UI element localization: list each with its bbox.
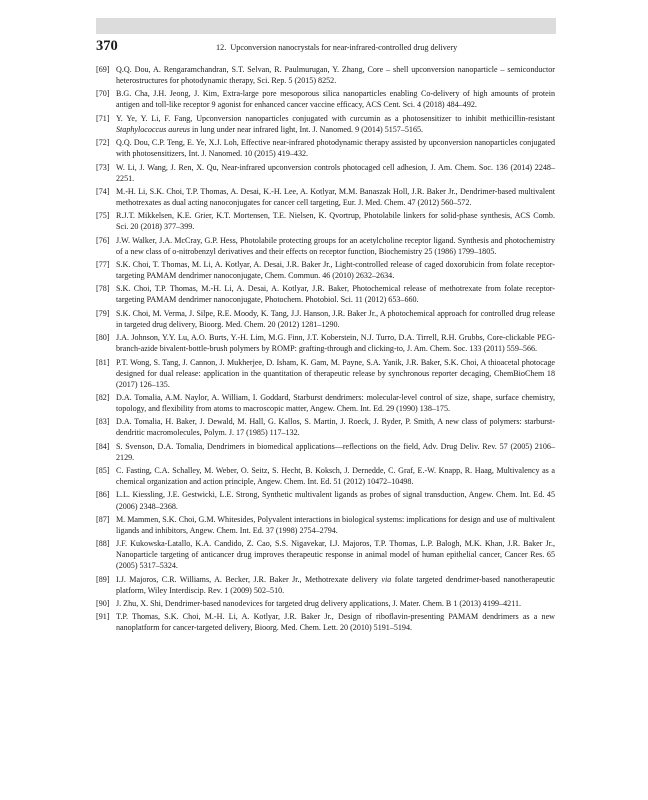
reference-text-part: Y. Ye, Y. Li, F. Fang, Upconversion nanoparticles conjugated with curcumin as a photosensitizer to inhibit methicillin-resistant [116, 113, 555, 123]
reference-83 [96, 416, 555, 438]
reference-number: [82] [96, 392, 110, 402]
reference-73 [96, 162, 555, 184]
reference-number: [83] [96, 417, 110, 427]
reference-74 [96, 186, 555, 208]
reference-text: M.-H. Li, S.K. Choi, T.P. Thomas, A. Desai, K.-H. Lee, A. Kotlyar, M.M. Banaszak Holl, J.R. Baker Jr., Dendrimer-based multivalent methotrexates as dual acting nanoconjugates for cancer cell targeting, Eur. J. Med. Chem. 47 (2012) 560–572. [116, 186, 555, 207]
reference-89 [96, 574, 555, 596]
reference-text: B.G. Cha, J.H. Jeong, J. Kim, Extra-large pore mesoporous silica nanoparticles enabling Co-delivery of high amounts of protein antigen and toll-like receptor 9 agonist for enhanced cancer vaccine efficacy, ACS Cent. Sci. 4 (2018) 484–492. [116, 89, 555, 110]
reference-text [116, 113, 555, 135]
reference-text: W. Li, J. Wang, J. Ren, X. Qu, Near-infrared upconversion controls photocaged cell adhesion, J. Am. Chem. Soc. 136 (2014) 2248–2251. [116, 162, 555, 183]
reference-number: [88] [96, 539, 110, 549]
reference-78 [96, 283, 555, 305]
reference-75 [96, 210, 555, 232]
reference-number: [74] [96, 186, 110, 196]
reference-82 [96, 392, 555, 414]
reference-italic-species: Staphylococcus aureus [116, 124, 190, 134]
reference-90 [96, 598, 555, 609]
reference-text: C. Fasting, C.A. Schalley, M. Weber, O. Seitz, S. Hecht, B. Koksch, J. Dernedde, C. Graf, E.-W. Knapp, R. Haag, Multivalency as a chemical organization and action principle, Angew. Chem. Int. Ed. 51 (2012) 10472–10498. [116, 466, 555, 487]
reference-81 [96, 357, 555, 390]
chapter-title: 12. Upconversion nanocrystals for near-infrared-controlled drug delivery [216, 43, 458, 52]
reference-text: S.K. Choi, T.P. Thomas, M.-H. Li, A. Desai, A. Kotlyar, J.R. Baker, Photochemical release of methotrexate from folate receptor-targeting PAMAM dendrimer nanoconjugate, Photochem. Photobiol. Sci. 11 (2012) 653–660. [116, 284, 555, 305]
reference-85 [96, 465, 555, 487]
header-bar [96, 18, 556, 34]
reference-71 [96, 113, 555, 135]
reference-text: P.T. Wong, S. Tang, J. Cannon, J. Mukherjee, D. Isham, K. Gam, M. Payne, S.A. Yanik, J.R. Baker, S.K. Choi, A thioacetal photocage designed for dual release: application in the quantitation of therapeutic release by synchronous reporter decaging, ChemBioChem 18 (2017) 126–135. [116, 357, 555, 389]
reference-list [96, 64, 555, 636]
reference-number: [75] [96, 211, 110, 221]
reference-text-part: folate targeted dendrimer-based nanotherapeutic platform, Wiley Interdiscip. Rev. 1 (2009) 502–510. [116, 574, 555, 595]
reference-text: Q.Q. Dou, A. Rengaramchandran, S.T. Selvan, R. Paulmurugan, Y. Zhang, Core – shell upconversion nanoparticle – semiconductor heterostructures for photodynamic therapy, Sci. Rep. 5 (2015) 8252. [116, 65, 555, 86]
reference-79 [96, 308, 555, 330]
reference-text: T.P. Thomas, S.K. Choi, M.-H. Li, A. Kotlyar, J.R. Baker Jr., Design of riboflavin-presenting PAMAM dendrimers as a new nanoplatform for cancer-targeted delivery, Bioorg. Med. Chem. Lett. 20 (2010) 5191–5194. [116, 612, 555, 633]
reference-number: [69] [96, 65, 110, 74]
reference-text-part: in lung under near infrared light, Int. J. Nanomed. 9 (2014) 5157–5165. [189, 124, 424, 134]
reference-text: J.A. Johnson, Y.Y. Lu, A.O. Burts, Y.-H. Lim, M.G. Finn, J.T. Koberstein, N.J. Turro, D.A. Tirrell, R.H. Grubbs, Core-clickable PEG-branch-azide bivalent-bottle-brush polymers by ROMP: grafting-through and clicking-to, J. Am. Chem. Soc. 133 (2011) 559–566. [116, 333, 555, 354]
reference-76 [96, 235, 555, 257]
reference-number: [73] [96, 162, 110, 172]
reference-number: [70] [96, 89, 110, 99]
reference-text: D.A. Tomalia, H. Baker, J. Dewald, M. Hall, G. Kallos, S. Martin, J. Roeck, J. Ryder, P. Smith, A new class of polymers: starburst-dendritic macromolecules, Polym. J. 17 (1985) 117–132. [116, 417, 555, 438]
reference-91 [96, 611, 555, 633]
reference-text: J. Zhu, X. Shi, Dendrimer-based nanodevices for targeted drug delivery applications, J. Mater. Chem. B 1 (2013) 4199–4211. [116, 599, 522, 609]
reference-number: [76] [96, 235, 110, 245]
reference-text: J.W. Walker, J.A. McCray, G.P. Hess, Photolabile protecting groups for an acetylcholine receptor ligand. Synthesis and photochemistry of a new class of o-nitrobenzyl derivatives and their effects on receptor function, Biochemistry 25 (1986) 1799–1805. [116, 235, 555, 256]
reference-number: [77] [96, 260, 110, 269]
reference-84 [96, 441, 555, 463]
reference-number: [71] [96, 113, 110, 123]
reference-number: [78] [96, 284, 110, 294]
reference-text: J.F. Kukowska-Latallo, K.A. Candido, Z. Cao, S.S. Nigavekar, I.J. Majoros, T.P. Thomas, L.P. Balogh, M.K. Khan, J.R. Baker Jr., Nanoparticle targeting of anticancer drug improves therapeutic response in animal model of human epithelial cancer, Cancer Res. 65 (2005) 5317–5324. [116, 539, 555, 571]
reference-text: R.J.T. Mikkelsen, K.E. Grier, K.T. Mortensen, T.E. Nielsen, K. Qvortrup, Photolabile linkers for solid-phase synthesis, ACS Comb. Sci. 20 (2018) 377–399. [116, 211, 555, 232]
reference-72 [96, 137, 555, 159]
reference-number: [72] [96, 138, 110, 148]
reference-number: [86] [96, 490, 110, 500]
reference-text: L.L. Kiessling, J.E. Gestwicki, L.E. Strong, Synthetic multivalent ligands as probes of signal transduction, Angew. Chem. Int. Ed. 45 (2006) 2348–2368. [116, 490, 555, 511]
reference-number: [79] [96, 308, 110, 318]
reference-number: [87] [96, 514, 110, 524]
reference-text [116, 574, 555, 596]
running-head [96, 38, 556, 55]
reference-text: D.A. Tomalia, A.M. Naylor, A. William, I. Goddard, Starburst dendrimers: molecular-level control of size, shape, surface chemistry, topology, and flexibility from atoms to macroscopic matter, Angew. Chem. Int. Ed. 29 (1990) 138–175. [116, 392, 555, 414]
reference-text: S. Svenson, D.A. Tomalia, Dendrimers in biomedical applications—reflections on the field, Adv. Drug Deliv. Rev. 57 (2005) 2106–2129. [116, 441, 555, 462]
reference-text: S.K. Choi, T. Thomas, M. Li, A. Kotlyar, A. Desai, J.R. Baker Jr., Light-controlled release of caged doxorubicin from folate receptor-targeting PAMAM dendrimer nanoconjugate, Chem. Commun. 46 (2010) 2632–2634. [116, 260, 555, 281]
reference-number: [81] [96, 357, 110, 367]
reference-number: [91] [96, 612, 110, 622]
reference-number: [85] [96, 466, 110, 476]
reference-77 [96, 259, 555, 281]
reference-number: [80] [96, 333, 110, 343]
reference-italic-via: via [381, 574, 392, 584]
reference-80 [96, 332, 555, 354]
page-number: 370 [96, 38, 118, 54]
reference-86 [96, 489, 555, 511]
reference-number: [89] [96, 574, 110, 584]
reference-text: S.K. Choi, M. Verma, J. Silpe, R.E. Moody, K. Tang, J.J. Hanson, J.R. Baker Jr., A photochemical approach for controlled drug release in targeted drug delivery, Bioorg. Med. Chem. 20 (2012) 1281–1290. [116, 308, 555, 329]
reference-70 [96, 88, 555, 110]
reference-number: [90] [96, 599, 110, 609]
reference-number: [84] [96, 441, 110, 451]
reference-69 [96, 64, 555, 86]
reference-text-part: I.J. Majoros, C.R. Williams, A. Becker, J.R. Baker Jr., Methotrexate delivery [116, 574, 382, 584]
reference-88 [96, 538, 555, 571]
reference-text: Q.Q. Dou, C.P. Teng, E. Ye, X.J. Loh, Effective near-infrared photodynamic therapy assisted by upconversion nanoparticles conjugated with photosensitizers, Int. J. Nanomed. 10 (2015) 419–432. [116, 138, 555, 159]
reference-87 [96, 514, 555, 536]
reference-text: M. Mammen, S.K. Choi, G.M. Whitesides, Polyvalent interactions in biological systems: implications for design and use of multivalent ligands and inhibitors, Angew. Chem. Int. Ed. 37 (1998) 2754–2794. [116, 514, 555, 535]
